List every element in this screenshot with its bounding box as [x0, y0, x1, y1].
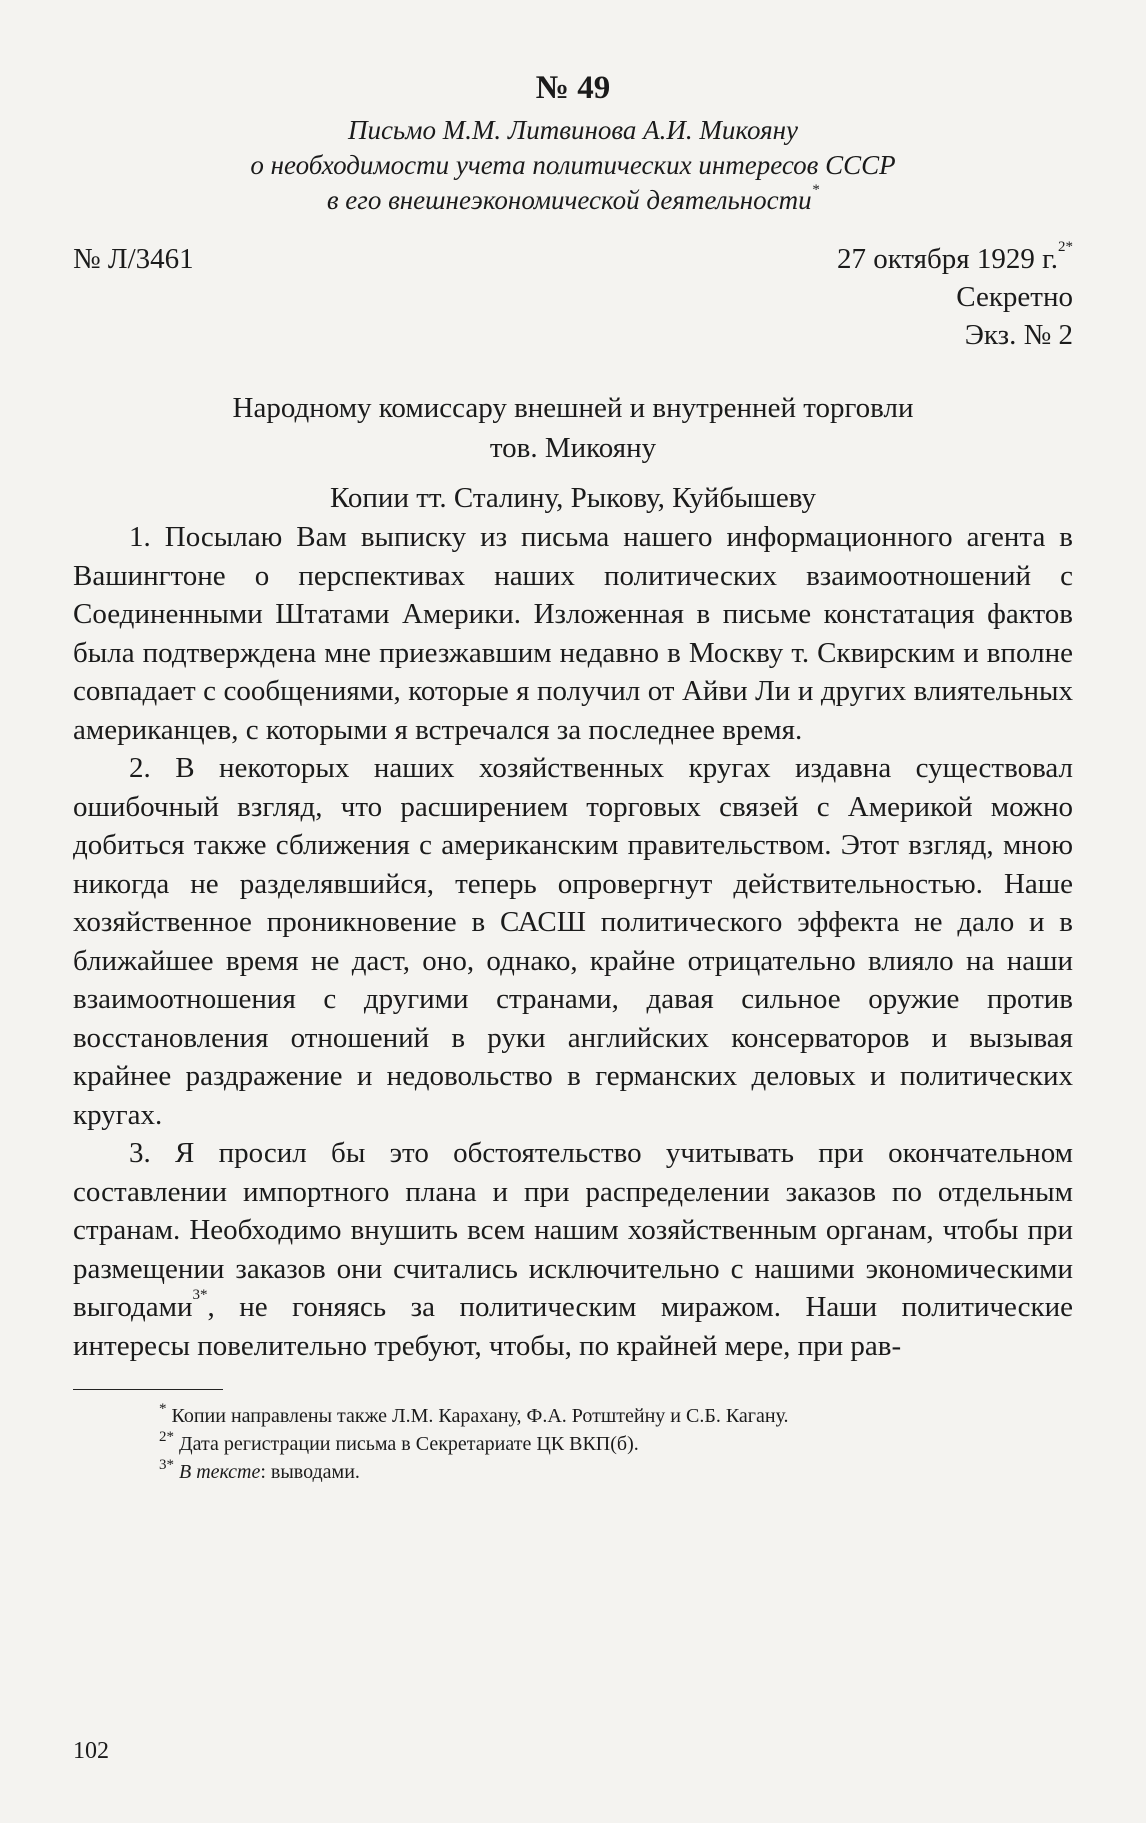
letter-date: 27 октября 1929 г.$^{2*}$ [836, 239, 1073, 275]
footnote-mark: * [811, 182, 820, 198]
page-number: 102 [73, 1738, 109, 1764]
title-line: о необходимости учета политических интересов СССР [250, 150, 896, 180]
footnote-divider [73, 1389, 223, 1390]
addressee [73, 388, 1073, 468]
document-number: № 49 [535, 70, 611, 106]
document-page [73, 70, 1073, 1486]
title-line: Письмо М.М. Литвинова А.И. Микояну [347, 115, 799, 145]
meta-row [73, 240, 1073, 278]
copy-number: Экз. № 2 [964, 319, 1073, 351]
document-title [73, 113, 1073, 218]
addressee-line: Народному комиссару внешней и внутренней торговли [232, 392, 914, 424]
footnote-3: $^{3*}$ В тексте: выводами. [159, 1457, 360, 1483]
footnote-mark: 3* [192, 1287, 208, 1303]
footnote-mark: 2* [1058, 239, 1073, 255]
addressee-line: тов. Микояну [489, 432, 657, 464]
footnote-2: $^{2*}$ Дата регистрации письма в Секретариате ЦК ВКП(б). [159, 1429, 639, 1455]
paragraph-3: 3. Я просил бы это обстоятельство учитывать при окончательном составлении импортного плана и при распределении заказов по отдельным странам. Необходимо внушить всем нашим хозяйственным органам, чтобы при размещении заказов они считались исключительно с нашими экономическими выгодами$^{3*}$, не гоняясь за политическим миражом. Наши политические интересы повелительно требуют, чтобы, по крайней мере, при рав- [73, 1137, 1073, 1362]
paragraph-2: 2. В некоторых наших хозяйственных кругах издавна существовал ошибочный взгляд, что расширением торговых связей с Америкой можно добиться также сближения с американским правительством. Этот взгляд, мною никогда не разделявшийся, теперь опровергнут действительностью. Наше хозяйственное проникновение в САСШ политического эффекта не дало и в ближайшее время не даст, оно, однако, крайне отрицательно влияло на наши взаимоотношения с другими странами, давая сильное оружие против восстановления отношений в руки английских консерваторов и вызывая крайнее раздражение и недовольство в германских деловых и политических кругах. [73, 752, 1073, 1131]
registration-number: № Л/3461 [73, 243, 194, 275]
copies-line: Копии тт. Сталину, Рыкову, Куйбышеву [330, 482, 816, 514]
title-line: в его внешнеэкономической деятельности* [326, 182, 820, 215]
footnote-1: * Копии направлены также Л.М. Карахану, Ф.А. Ротштейну и С.Б. Кагану. [159, 1401, 789, 1427]
secrecy-label: Секретно [956, 281, 1073, 313]
paragraph-1: 1. Посылаю Вам выписку из письма нашего информационного агента в Вашингтоне о перспективах наших политических взаимоотношений с Соединенными Штатами Америки. Изложенная в письме констатация фактов была подтверждена мне приезжавшим недавно в Москву т. Сквирским и вполне совпадает с сообщениями, которые я получил от Айви Ли и других влиятельных американцев, с которыми я встречался за последнее время. [73, 521, 1073, 746]
